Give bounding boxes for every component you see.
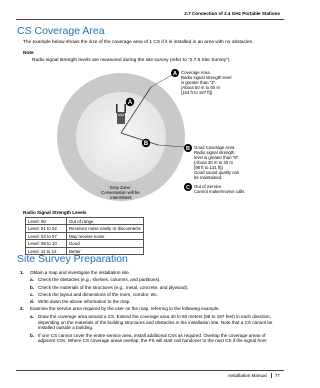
table-row [26,232,144,239]
step-text: Obtain a map and investigate the installation site. [30,270,131,275]
callout-b [184,144,241,180]
substep [30,299,282,305]
svg-text:Gray Zone: Conversation: Gray Zone: Conversation will be intermittent [101,185,140,200]
table-cell-level: Level: 11 to 12 [26,247,67,254]
substep-letter: a. [30,277,34,283]
step-1 [20,270,282,276]
substep-letter: a. [30,313,34,319]
table-cell-meaning: Receives noise easily or disconnects [67,225,144,232]
page-number: 77 [274,373,280,378]
section-title: CS Coverage Area [17,25,105,37]
substep-text: Check the layout and dimensions of the room, corridor, etc. [38,291,159,297]
note-label: Note [23,51,34,56]
svg-text:C: C [186,185,190,191]
step-text: Examine the service area required by the user on the map, referring to the following example. [30,306,220,312]
table-cell-meaning: Out of range [67,218,144,225]
step-number: 1. [20,270,24,275]
substep [30,285,282,291]
intro-paragraph: The example below shows the size of the coverage area of 1 CS if it is installed in an area with no obstacles. [23,40,254,45]
marker-b-inner [142,139,150,147]
table-row [26,225,144,232]
table-row [26,218,144,225]
signal-strength-table [25,217,144,255]
substep [30,277,282,283]
leader-a [151,75,172,87]
table-cell-meaning: Good [67,240,144,247]
svg-text:Good Coverage Area Radio: Good Coverage Area Radio signal strength level is greater than "8". (About 30 m to 40 m [98 ft to 131 ft]) Good sound quality can be maintained. [194,145,240,180]
substep-text: Write down the above information to the map. [38,299,131,305]
substep [30,333,282,345]
marker-a-inner [126,98,134,106]
substep-text: Draw the coverage area around a CS. Extend the coverage area 30 to 60 meters (98 to 197 feet) in each direction, depending on the materials of the building structures and obstacles in the installation site. Note that a CS cannot be installed outside a building. [38,313,273,331]
steps-list [20,270,282,346]
callout-c [184,183,244,194]
table-cell-level: Level: 01 to 02 [26,225,67,232]
svg-text:B: B [186,146,190,152]
substep-letter: b. [30,332,35,338]
subsection-title: Site Survey Preparation [17,253,128,265]
svg-text:Out of Service Cannot ma: Out of Service Cannot make/receive calls [194,184,245,194]
callout-a [171,69,233,95]
footer [228,373,280,378]
substep [30,292,282,298]
step-2 [20,306,282,312]
footer-label: Installation Manual [228,373,267,378]
table-row [26,240,144,247]
substep-text: Check the materials of the structures (e.g., metal, concrete, and plywood). [38,284,189,290]
substep-text: Check the obstacles (e.g., shelves, columns, and partitions). [38,277,161,283]
running-header: 2.7 Connection of 2.4 GHz Portable Stations [184,11,280,16]
note-text: Radio signal strength levels are measured during the site survey (refer to "2.7.5 Site Survey"). [32,58,231,63]
header-rule [16,19,284,20]
table-cell-level: Level: 03 to 07 [26,232,67,239]
signal-table-title: Radio Signal Strength Levels [23,210,87,215]
substep [30,314,282,331]
table-cell-level: Level: 00 [26,218,67,225]
substep-letter: d. [30,299,35,305]
svg-text:A: A [173,71,177,77]
svg-text:A: A [127,100,133,106]
svg-text:B: B [143,141,149,147]
svg-text:Coverage Area Radio sign: Coverage Area Radio signal strength level is greater than "3". (About 50 m to 60 m [164 ft to 197 ft]) [181,70,232,95]
good-coverage-area [76,92,166,182]
table-cell-meaning: Better [67,247,144,254]
substep-text: If one CS cannot cover the entire service area, install additional CSs as required. Overlap the coverage areas of adjacent CSs. Where CS coverage areas overlap, the PS will start call handover to the next CS if the signal from [38,332,267,344]
substep-letter: c. [30,291,34,297]
footer-rule [16,370,284,371]
table-cell-level: Level: 08 to 10 [26,240,67,247]
step-number: 2. [20,306,24,312]
coverage-diagram [42,67,262,207]
table-cell-meaning: May receive noise [67,232,144,239]
substep-letter: b. [30,284,35,290]
